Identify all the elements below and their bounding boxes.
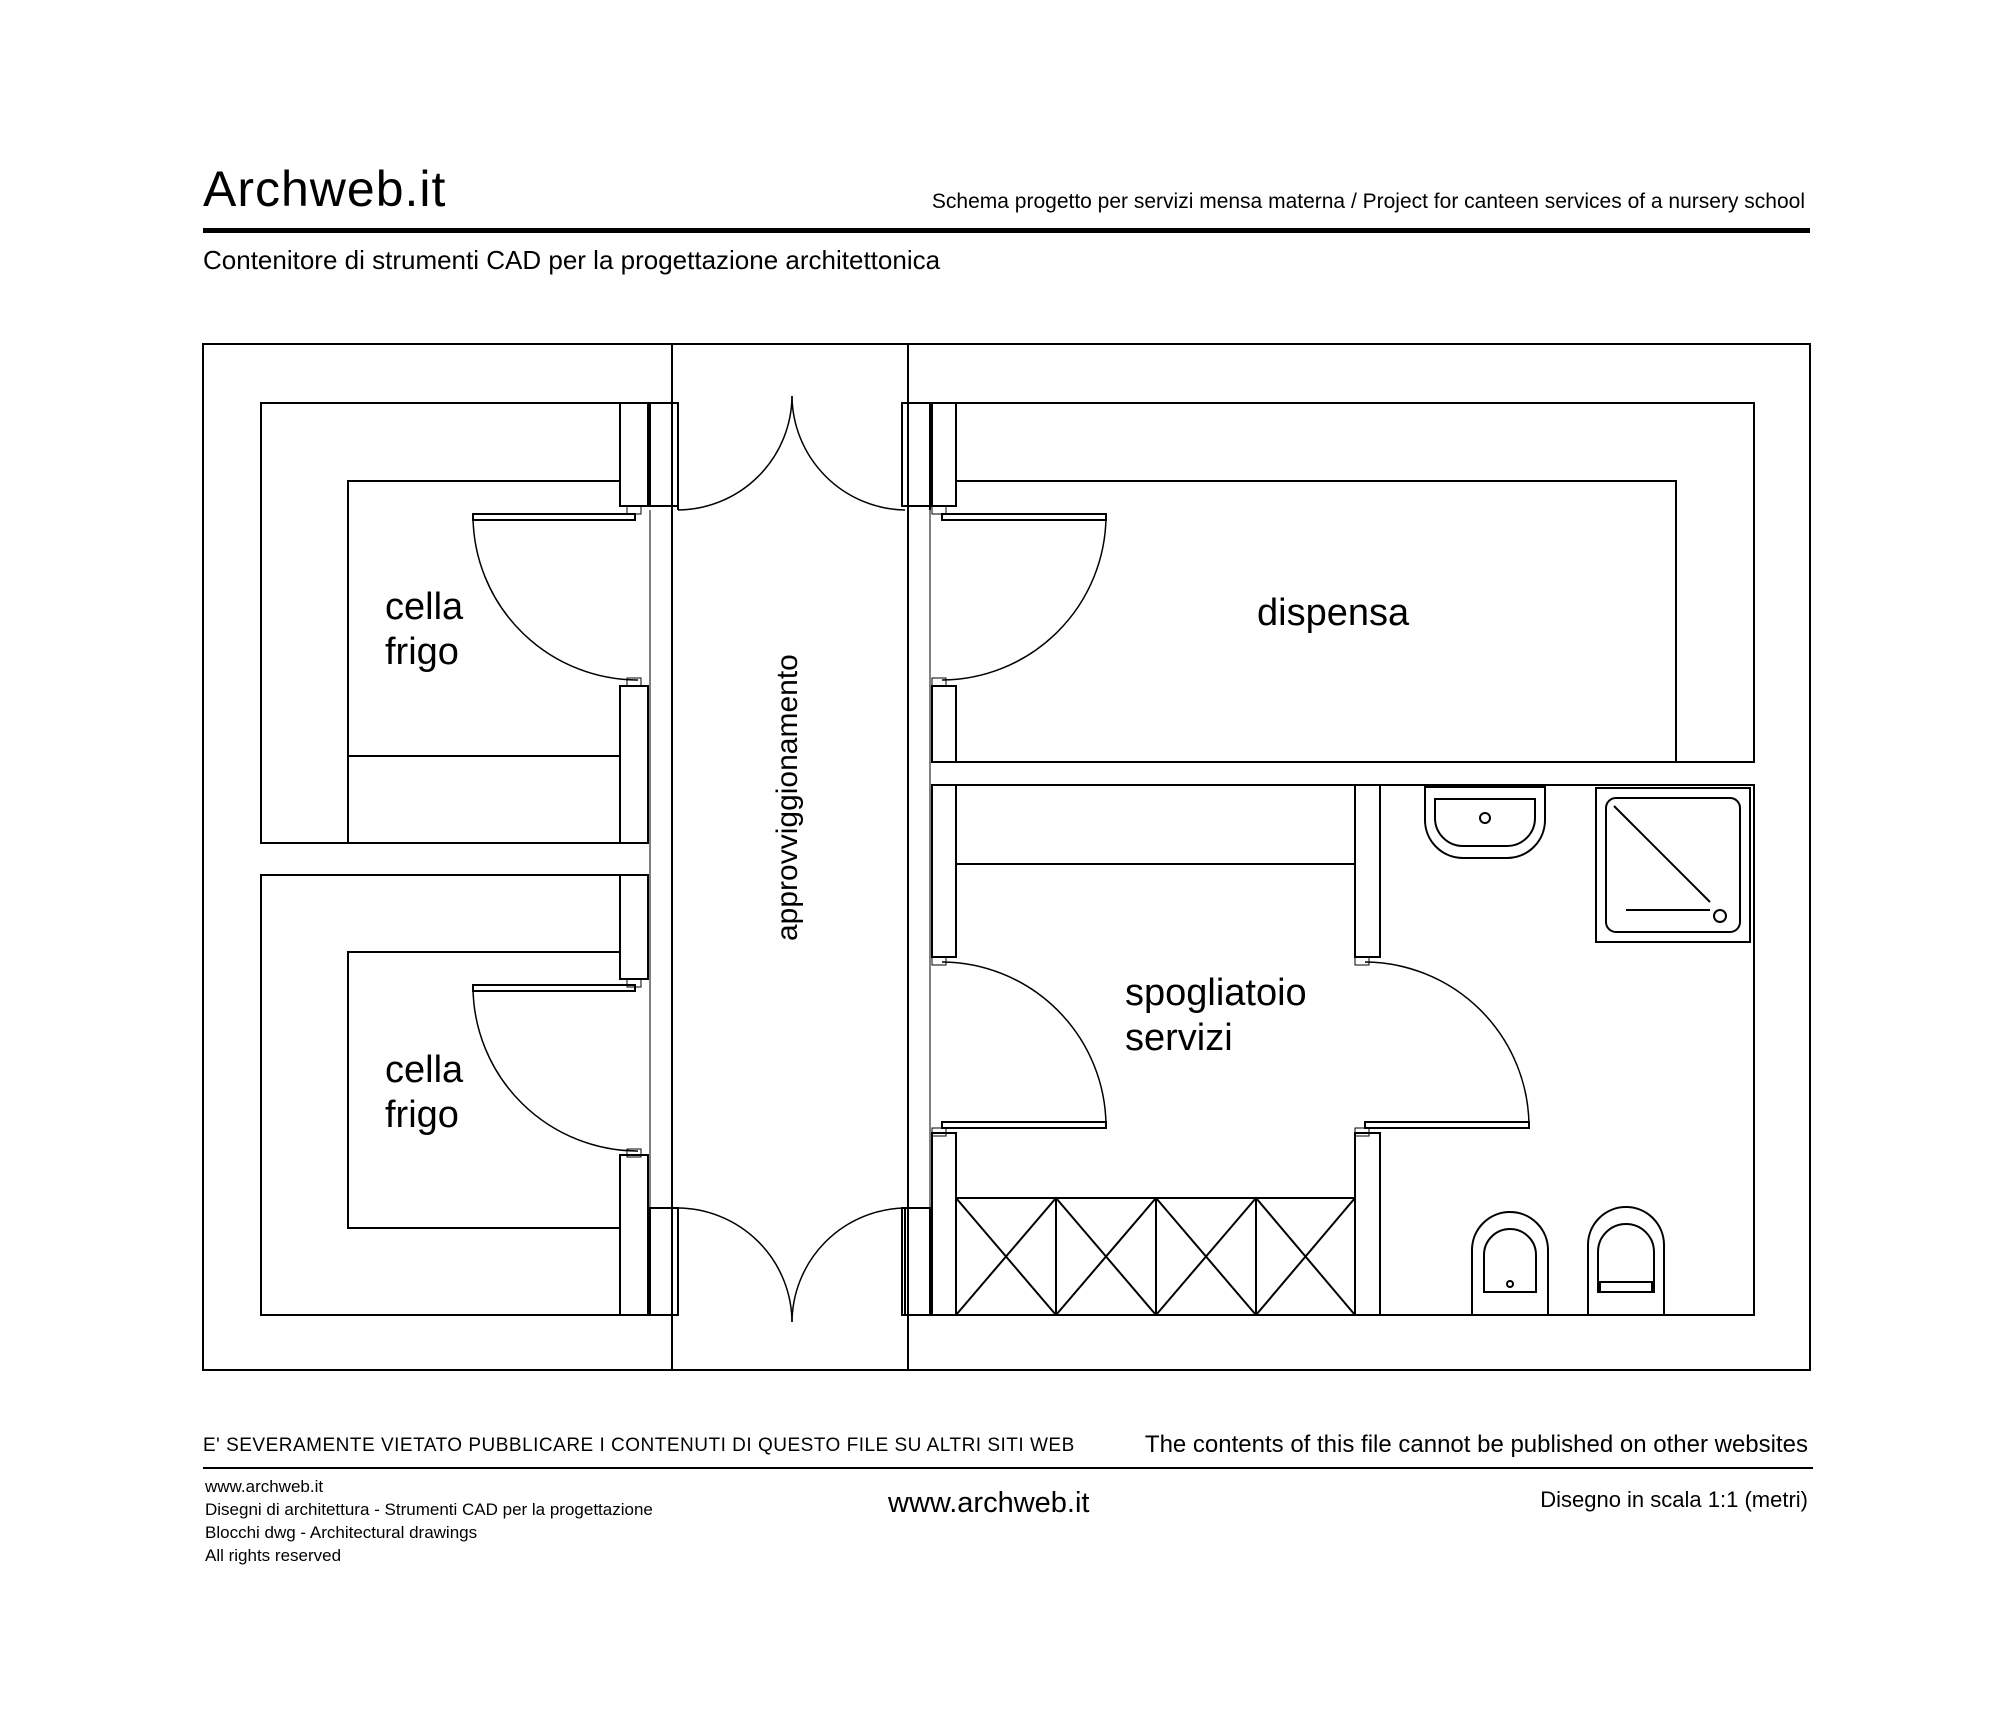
footer-line-site: www.archweb.it (205, 1477, 324, 1496)
corridor-doors-bottom (650, 1208, 930, 1322)
sink (1425, 787, 1545, 858)
drawing-subtitle: Contenitore di strumenti CAD per la progettazione architettonica (203, 245, 941, 275)
footer-website-link[interactable]: www.archweb.it (888, 1487, 1090, 1519)
copyright-warning-english: The contents of this file cannot be published on other websites (1144, 1431, 1808, 1458)
pantry-label: dispensa (1257, 592, 1410, 634)
footer-line-rights: All rights reserved (205, 1546, 342, 1565)
building-outline (203, 344, 1810, 1370)
bidet (1472, 1212, 1548, 1315)
changing-room-label-line2: servizi (1125, 1017, 1233, 1059)
bathroom (1355, 785, 1754, 1315)
cold-room-2-label-line1: cella (385, 1049, 464, 1091)
cold-room-1-label-line1: cella (385, 586, 464, 628)
corridor-label: approvviggionamento (771, 654, 804, 941)
changing-room-label-line1: spogliatoio (1125, 972, 1307, 1014)
pantry (932, 403, 1754, 762)
brand-logo-text: Archweb.it (203, 161, 447, 217)
drawing-scale: Disegno in scala 1:1 (metri) (1540, 1487, 1808, 1512)
lockers (956, 1198, 1355, 1315)
shower-tray (1596, 788, 1750, 942)
footer-rule (203, 1467, 1813, 1469)
toilet (1588, 1207, 1664, 1315)
drawing-title: Schema progetto per servizi mensa materna / Project for canteen services of a nursery school (931, 190, 1805, 213)
copyright-warning-italian: E' SEVERAMENTE VIETATO PUBBLICARE I CONTENUTI DI QUESTO FILE SU ALTRI SITI WEB (203, 1435, 1075, 1456)
footer-line-drawings: Disegni di architettura - Strumenti CAD per la progettazione (205, 1500, 653, 1519)
cold-room-2-label-line2: frigo (385, 1094, 459, 1136)
cold-room-1-label-line2: frigo (385, 631, 459, 673)
footer-line-blocks: Blocchi dwg - Architectural drawings (205, 1523, 478, 1542)
